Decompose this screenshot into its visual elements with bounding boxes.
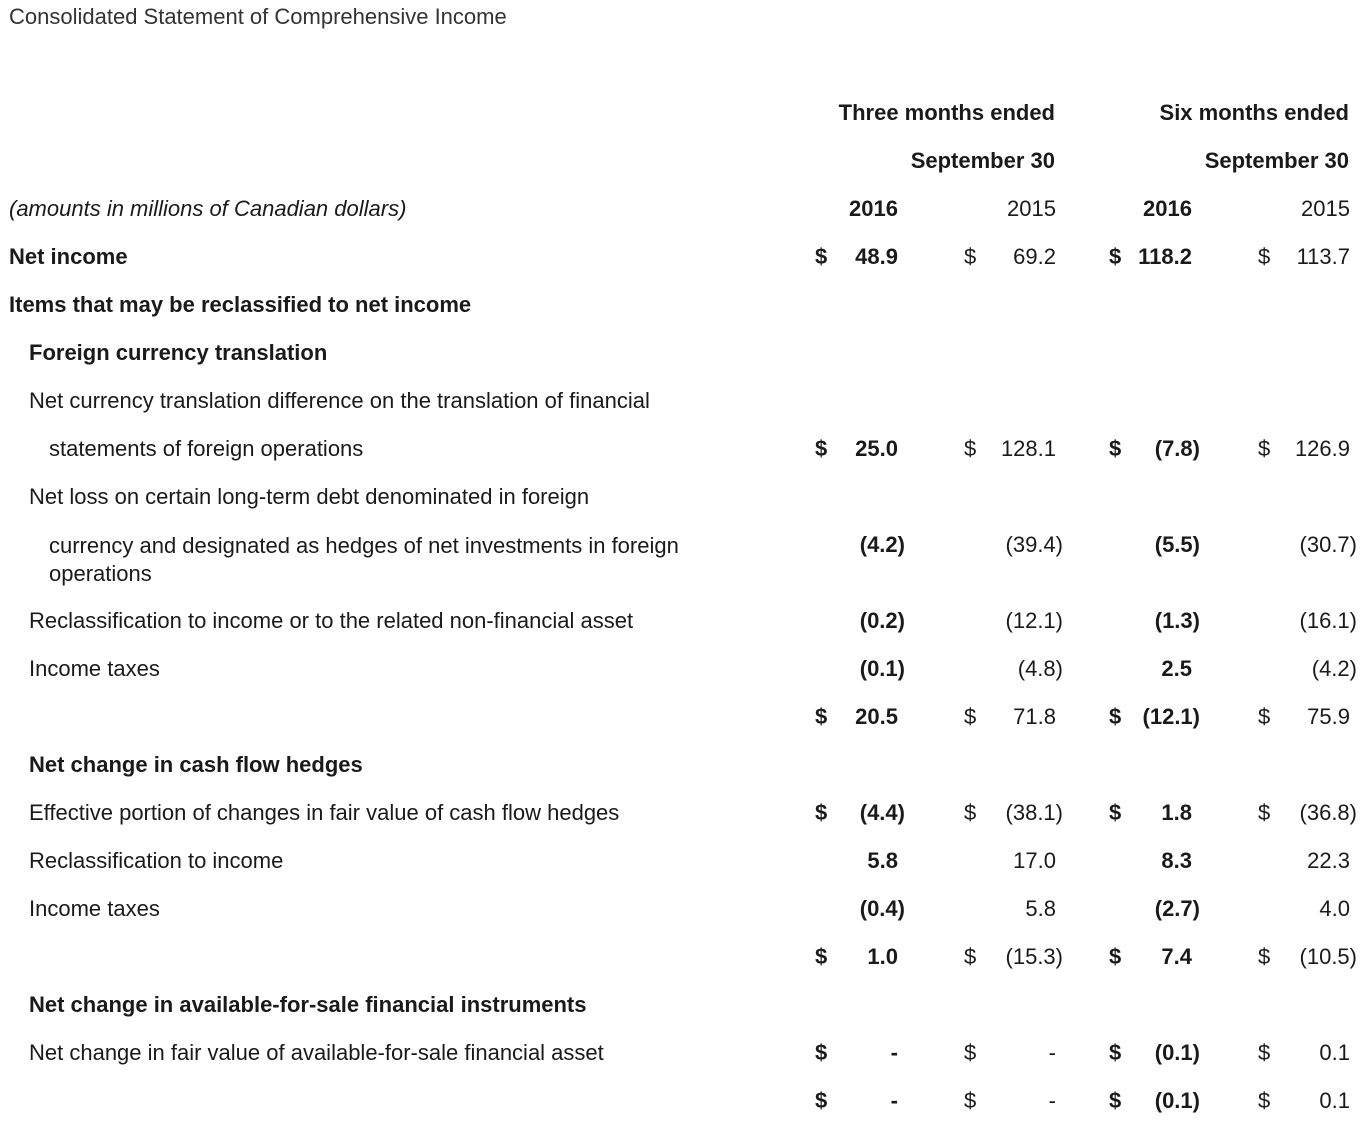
value-cell: 0.1 [1319, 1040, 1350, 1065]
value-cell: 0.1 [1319, 1088, 1350, 1113]
value-cell: (16.1) [1299, 608, 1357, 633]
year-header: 2016 [1143, 196, 1192, 221]
value-cell: 5.8 [1025, 896, 1056, 921]
row-label: Net loss on certain long-term debt denominated in foreign [29, 484, 590, 509]
currency-symbol: $ [1109, 244, 1122, 269]
currency-symbol: $ [1258, 436, 1271, 461]
currency-symbol: $ [964, 944, 977, 969]
value-cell: (4.2) [1311, 656, 1357, 681]
currency-symbol: $ [964, 1040, 977, 1065]
currency-symbol: $ [964, 704, 977, 729]
value-cell: (1.3) [1154, 608, 1200, 633]
value-cell: 20.5 [855, 704, 898, 729]
value-cell: - [1048, 1088, 1056, 1113]
value-cell: 8.3 [1161, 848, 1192, 873]
value-cell: 4.0 [1319, 896, 1350, 921]
row-label: Net income [9, 244, 128, 269]
row-label: Reclassification to income [29, 848, 284, 873]
currency-symbol: $ [815, 800, 828, 825]
currency-symbol: $ [964, 800, 977, 825]
row-label: Net change in fair value of available-for-sale financial asset [29, 1040, 604, 1065]
currency-symbol: $ [1109, 436, 1122, 461]
value-cell: (10.5) [1299, 944, 1357, 969]
value-cell: 126.9 [1294, 436, 1350, 461]
header-three-months-date: September 30 [910, 148, 1055, 173]
currency-symbol: $ [815, 1040, 828, 1065]
value-cell: 2.5 [1161, 656, 1192, 681]
row-label: Income taxes [29, 896, 160, 921]
row-label: Foreign currency translation [29, 340, 328, 365]
value-cell: (39.4) [1005, 532, 1063, 557]
value-cell: (4.8) [1017, 656, 1063, 681]
currency-symbol: $ [1109, 944, 1122, 969]
currency-symbol: $ [1109, 800, 1122, 825]
currency-symbol: $ [1109, 704, 1122, 729]
value-cell: 128.1 [1000, 436, 1056, 461]
value-cell: - [890, 1040, 898, 1065]
currency-symbol: $ [1258, 244, 1271, 269]
currency-symbol: $ [1258, 704, 1271, 729]
currency-symbol: $ [964, 244, 977, 269]
value-cell: 25.0 [855, 436, 898, 461]
year-header: 2015 [1007, 196, 1056, 221]
currency-symbol: $ [1258, 800, 1271, 825]
header-six-months: Six months ended [1159, 100, 1349, 125]
year-header: 2015 [1301, 196, 1350, 221]
currency-symbol: $ [815, 944, 828, 969]
page-title: Consolidated Statement of Comprehensive Income [9, 4, 507, 29]
value-cell: (38.1) [1005, 800, 1063, 825]
value-cell: (0.1) [1154, 1088, 1200, 1113]
currency-symbol: $ [1109, 1040, 1122, 1065]
currency-symbol: $ [1258, 1088, 1271, 1113]
value-cell: 69.2 [1013, 244, 1056, 269]
currency-symbol: $ [815, 436, 828, 461]
value-cell: (0.2) [859, 608, 905, 633]
value-cell: 113.7 [1296, 244, 1350, 269]
currency-symbol: $ [815, 244, 828, 269]
value-cell: 5.8 [867, 848, 898, 873]
row-label: currency and designated as hedges of net investments in foreign operations [49, 533, 679, 586]
value-cell: (4.2) [859, 532, 905, 557]
row-label: statements of foreign operations [49, 436, 364, 461]
value-cell: 17.0 [1013, 848, 1056, 873]
value-cell: - [1048, 1040, 1056, 1065]
header-three-months: Three months ended [838, 100, 1055, 125]
row-label: Effective portion of changes in fair value of cash flow hedges [29, 800, 620, 825]
value-cell: (12.1) [1142, 704, 1200, 729]
value-cell: 22.3 [1307, 848, 1350, 873]
row-label: Net change in cash flow hedges [29, 752, 363, 777]
currency-symbol: $ [1258, 944, 1271, 969]
value-cell: (7.8) [1154, 436, 1200, 461]
currency-symbol: $ [815, 704, 828, 729]
currency-symbol: $ [964, 436, 977, 461]
value-cell: 1.8 [1161, 800, 1192, 825]
value-cell: 48.9 [855, 244, 898, 269]
row-label: Net currency translation difference on the translation of financial [29, 388, 650, 413]
value-cell: (15.3) [1005, 944, 1063, 969]
value-cell: 71.8 [1013, 704, 1056, 729]
value-cell: (0.4) [859, 896, 905, 921]
row-label: Net change in available-for-sale financial instruments [29, 992, 587, 1017]
row-label: Items that may be reclassified to net income [9, 292, 472, 317]
value-cell: 7.4 [1161, 944, 1192, 969]
currency-symbol: $ [1258, 1040, 1271, 1065]
year-header: 2016 [849, 196, 898, 221]
currency-symbol: $ [964, 1088, 977, 1113]
value-cell: 118.2 [1138, 244, 1192, 269]
currency-symbol: $ [1109, 1088, 1122, 1113]
header-six-months-date: September 30 [1204, 148, 1349, 173]
units-label-text: (amounts in millions of Canadian dollars) [9, 196, 407, 221]
value-cell: (5.5) [1154, 532, 1200, 557]
row-label: Income taxes [29, 656, 160, 681]
row-label: Reclassification to income or to the related non-financial asset [29, 608, 634, 633]
value-cell: (4.4) [859, 800, 905, 825]
value-cell: (36.8) [1299, 800, 1357, 825]
value-cell: (30.7) [1299, 532, 1357, 557]
value-cell: (12.1) [1005, 608, 1063, 633]
value-cell: (2.7) [1154, 896, 1200, 921]
value-cell: (0.1) [859, 656, 905, 681]
value-cell: 1.0 [867, 944, 898, 969]
currency-symbol: $ [815, 1088, 828, 1113]
value-cell: (0.1) [1154, 1040, 1200, 1065]
value-cell: 75.9 [1307, 704, 1350, 729]
value-cell: - [890, 1088, 898, 1113]
